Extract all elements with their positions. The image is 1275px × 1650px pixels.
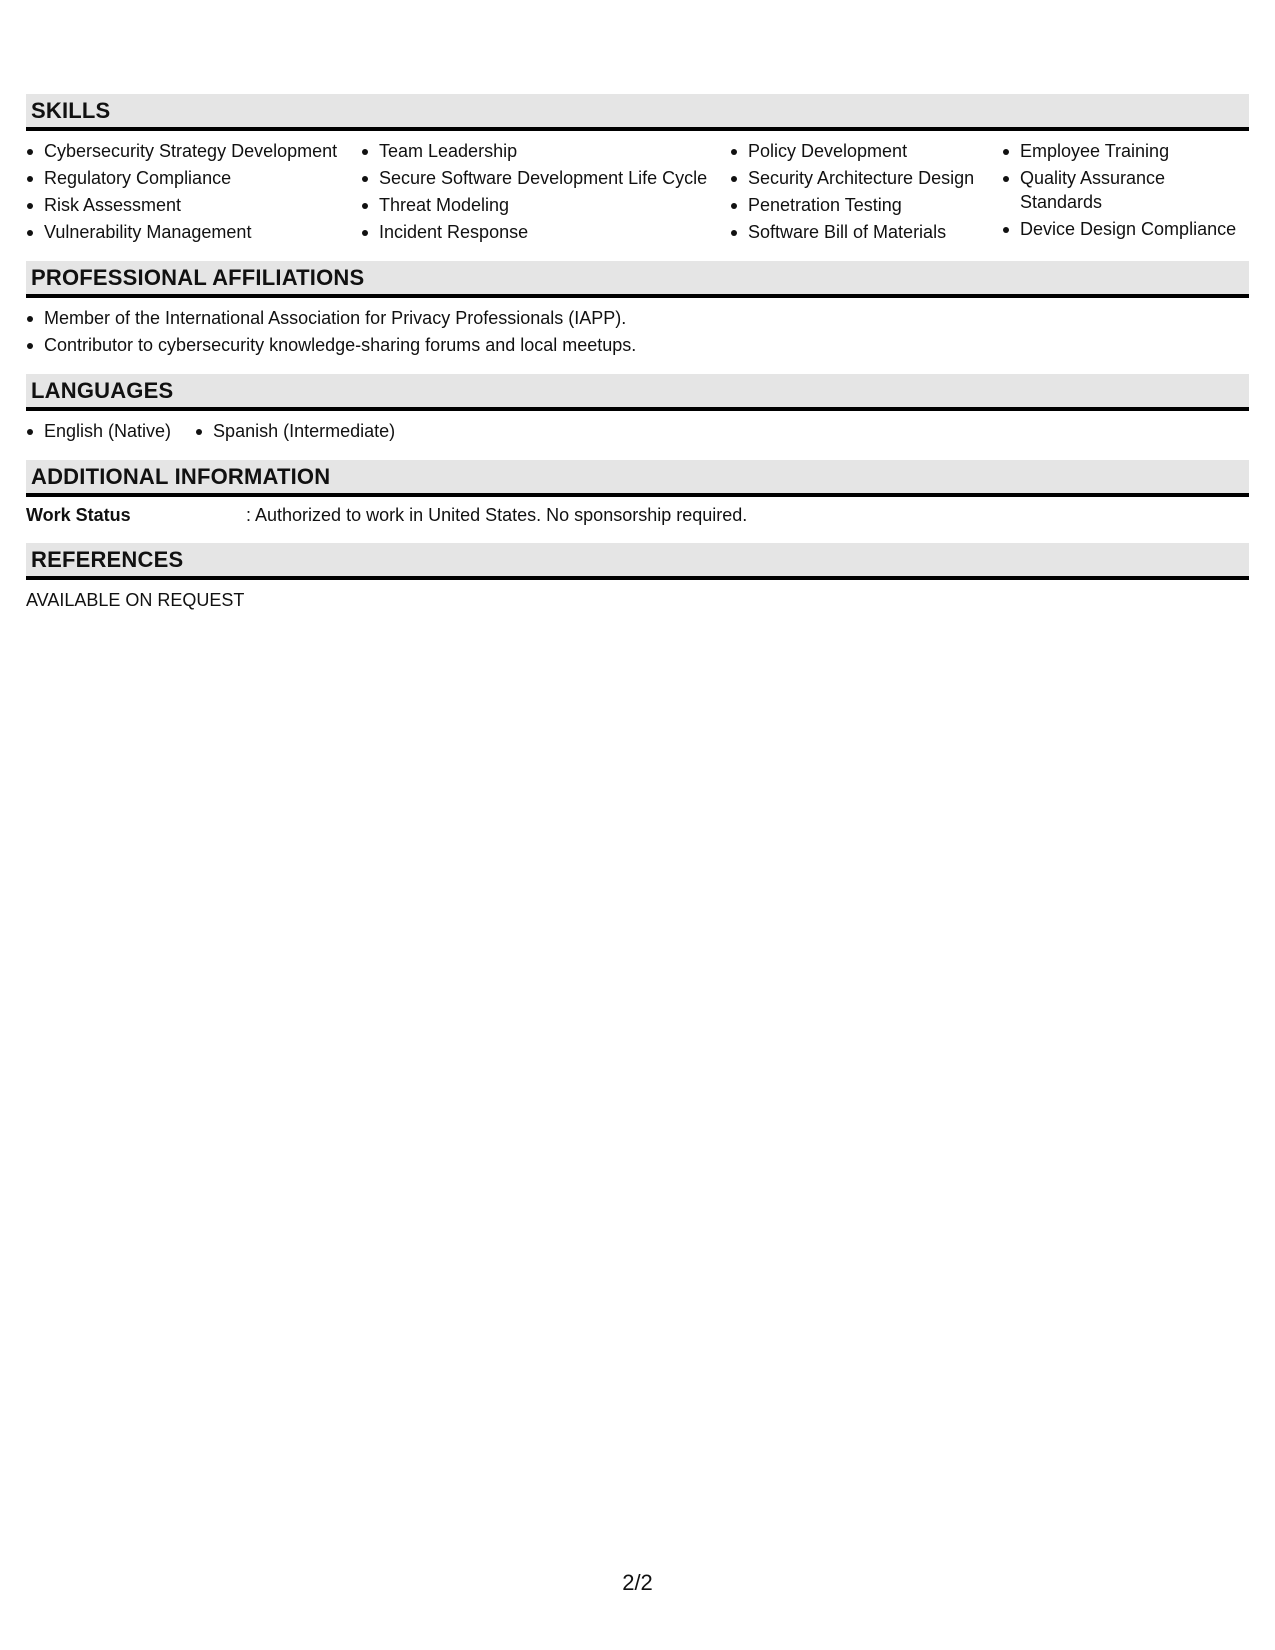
language-item: Spanish (Intermediate) (195, 419, 395, 443)
skills-section (26, 94, 1249, 261)
references-header (26, 543, 1249, 580)
skill-item: Team Leadership (361, 139, 730, 163)
skills-column-2 (361, 139, 730, 247)
skill-item: Regulatory Compliance (26, 166, 361, 190)
additional-info-title: ADDITIONAL INFORMATION (31, 463, 331, 489)
skill-item: Policy Development (730, 139, 1002, 163)
resume-page (26, 94, 1249, 612)
affiliations-header (26, 261, 1249, 298)
skills-header (26, 94, 1249, 131)
work-status-label: Work Status (26, 505, 131, 525)
affiliations-list (26, 298, 1249, 374)
references-text: AVAILABLE ON REQUEST (26, 590, 245, 610)
languages-list (26, 411, 1249, 460)
skill-item: Risk Assessment (26, 193, 361, 217)
skill-item: Cybersecurity Strategy Development (26, 139, 361, 163)
skills-title: SKILLS (31, 97, 111, 123)
skill-item: Incident Response (361, 220, 730, 244)
skill-item: Security Architecture Design (730, 166, 1002, 190)
skill-item: Secure Software Development Life Cycle (361, 166, 730, 190)
skills-column-1 (26, 139, 361, 247)
languages-title: LANGUAGES (31, 377, 174, 403)
skills-column-4 (1002, 139, 1249, 247)
additional-info-header (26, 460, 1249, 497)
additional-info-section (26, 460, 1249, 543)
languages-header (26, 374, 1249, 411)
affiliation-item: Contributor to cybersecurity knowledge-sharing forums and local meetups. (26, 333, 1249, 357)
skills-column-3 (730, 139, 1002, 247)
skill-item: Software Bill of Materials (730, 220, 1002, 244)
skill-item: Employee Training (1002, 139, 1249, 163)
language-item: English (Native) (26, 419, 171, 443)
skill-item: Penetration Testing (730, 193, 1002, 217)
skill-item: Device Design Compliance (1002, 217, 1249, 241)
languages-section (26, 374, 1249, 460)
skill-item: Vulnerability Management (26, 220, 361, 244)
work-status-row (26, 497, 1249, 543)
work-status-value: : Authorized to work in United States. No sponsorship required. (246, 505, 748, 525)
page-number: 2/2 (622, 1570, 653, 1595)
references-title: REFERENCES (31, 546, 184, 572)
skill-item: Threat Modeling (361, 193, 730, 217)
affiliations-title: PROFESSIONAL AFFILIATIONS (31, 264, 365, 290)
affiliation-item: Member of the International Association for Privacy Professionals (IAPP). (26, 306, 1249, 330)
references-section (26, 543, 1249, 612)
affiliations-section (26, 261, 1249, 374)
skills-grid (26, 131, 1249, 261)
skill-item: Quality Assurance Standards (1002, 166, 1249, 214)
